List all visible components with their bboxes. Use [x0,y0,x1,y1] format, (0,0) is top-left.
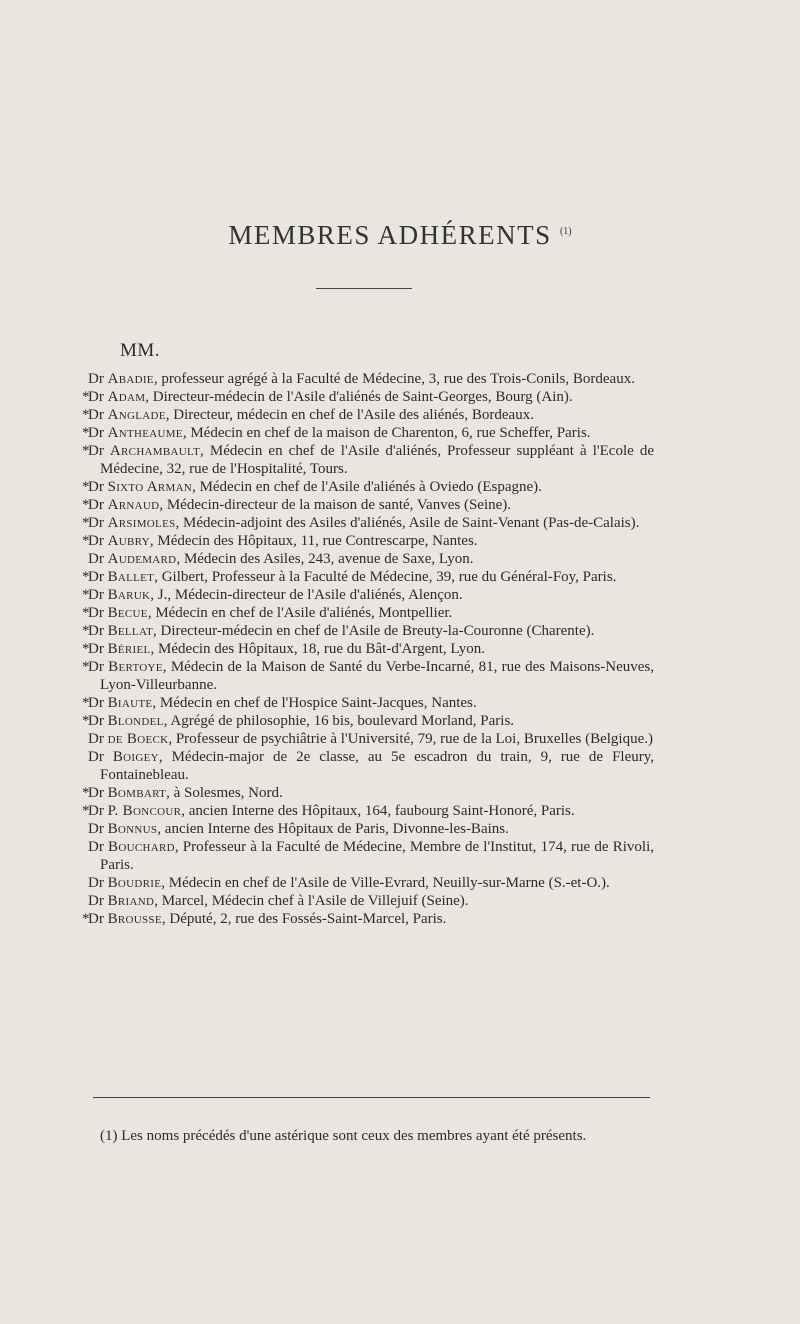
member-entry [82,658,654,694]
member-entry [82,496,654,514]
title-prefix: Dr [88,587,104,603]
title-prefix: Dr [88,425,104,441]
member-entry [82,712,654,730]
member-entry [82,640,654,658]
title-prefix: Dr [88,731,104,747]
member-name: Antheaume [107,425,183,441]
member-details: , Marcel, Médecin chef à l'Asile de Villejuif (Seine). [154,893,469,909]
member-details: , Médecin en chef de l'Hospice Saint-Jacques, Nantes. [152,695,477,711]
member-name: Brousse [107,911,162,927]
member-entry [82,514,654,532]
member-entry [82,802,654,820]
title-prefix: Dr [88,569,104,585]
title-prefix: Dr [88,785,104,801]
member-name: Arsimoles [107,515,176,531]
title-prefix: Dr [88,443,104,459]
member-details: , à Solesmes, Nord. [166,785,283,801]
member-entry [82,478,654,496]
member-name: Boigey [112,749,159,765]
member-name: Bombart [107,785,167,801]
member-details: , Médecin des Asiles, 243, avenue de Saxe, Lyon. [176,551,474,567]
title-prefix: Dr [88,821,104,837]
member-details: , Directeur, médecin en chef de l'Asile des aliénés, Bordeaux. [165,407,534,423]
present-asterisk: * [82,515,90,531]
footnote: (1) Les noms précédés d'une astérique sont ceux des membres ayant été présents. [100,1128,587,1144]
present-asterisk: * [82,497,90,513]
member-name: Aubry [107,533,150,549]
member-entry [82,532,654,550]
member-details: , professeur agrégé à la Faculté de Médecine, 3, rue des Trois-Conils, Bordeaux. [153,371,635,387]
title-prefix: Dr [88,515,104,531]
title-text: MEMBRES ADHÉRENTS [228,220,552,250]
present-asterisk: * [82,407,90,423]
member-entry [82,424,654,442]
present-asterisk: * [82,713,90,729]
member-name: Briand [107,893,155,909]
present-asterisk: * [82,695,90,711]
member-entry [82,442,654,478]
member-name: Abadie [107,371,154,387]
member-details: , Professeur de psychiâtrie à l'Université, 79, rue de la Loi, Bruxelles (Belgique.) [168,731,653,747]
member-name: Audemard [107,551,177,567]
title-prefix: Dr [88,389,104,405]
present-asterisk: * [82,587,90,603]
member-details: , Médecin de la Maison de Santé du Verbe-Incarné, 81, rue des Maisons-Neuves, Lyon-Villeurbanne. [100,659,655,693]
member-entry [82,370,654,388]
title-prefix: Dr [88,479,104,495]
member-entry [82,730,654,748]
present-asterisk: * [82,425,90,441]
member-name: Becue [107,605,148,621]
member-name: Blondel [107,713,164,729]
member-name: Baruk [107,587,151,603]
member-name: Bouchard [108,839,175,855]
member-details: , Directeur-médecin de l'Asile d'aliénés de Saint-Georges, Bourg (Ain). [145,389,573,405]
member-name: Anglade [107,407,166,423]
member-entry [82,586,654,604]
title-prefix: Dr [88,497,104,513]
member-entry [82,694,654,712]
member-entry [82,784,654,802]
member-entry [82,406,654,424]
title-prefix: Dr [88,371,104,387]
member-details: , Gilbert, Professeur à la Faculté de Médecine, 39, rue du Général-Foy, Paris. [154,569,617,585]
member-details: , Médecin-adjoint des Asiles d'aliénés, Asile de Saint-Venant (Pas-de-Calais). [175,515,640,531]
title-divider [316,288,412,289]
member-details: , Professeur à la Faculté de Médecine, Membre de l'Institut, 174, rue de Rivoli, Paris. [100,839,654,873]
member-details: , Médecin en chef de la maison de Charenton, 6, rue Scheffer, Paris. [182,425,591,441]
present-asterisk: * [82,641,90,657]
title-prefix: Dr [88,641,104,657]
member-entry [82,748,654,784]
title-prefix: Dr [88,659,104,675]
member-details: , J., Médecin-directeur de l'Asile d'aliénés, Alençon. [150,587,463,603]
member-entry [82,568,654,586]
title-prefix: Dr [88,533,104,549]
salutation: MM. [120,340,161,361]
member-details: , Député, 2, rue des Fossés-Saint-Marcel, Paris. [161,911,447,927]
title-prefix: Dr [88,605,104,621]
title-prefix: Dr [88,551,104,567]
title-prefix: Dr [88,893,104,909]
member-name: Ballet [107,569,155,585]
member-details: , Médecin en chef de l'Asile de Ville-Evrard, Neuilly-sur-Marne (S.-et-O.). [161,875,610,891]
present-asterisk: * [82,785,90,801]
member-details: , Médecin des Hôpitaux, 18, rue du Bât-d'Argent, Lyon. [150,641,485,657]
member-details: , ancien Interne des Hôpitaux, 164, faubourg Saint-Honoré, Paris. [181,803,575,819]
member-entry [82,910,654,928]
member-name: Biaute [107,695,153,711]
member-list [82,370,654,928]
member-entry [82,550,654,568]
member-name: P. Boncour [107,803,182,819]
member-details: , Médecin en chef de l'Asile d'aliénés à Oviedo (Espagne). [192,479,542,495]
title-prefix: Dr [88,749,104,765]
present-asterisk: * [82,443,90,459]
member-name: Adam [107,389,146,405]
member-name: Bériel [107,641,151,657]
footnote-reference: (1) [559,226,572,237]
member-name: Archambault [109,443,201,459]
present-asterisk: * [82,569,90,585]
member-details: , Médecin des Hôpitaux, 11, rue Contrescarpe, Nantes. [149,533,478,549]
member-details: , Agrégé de philosophie, 16 bis, boulevard Morland, Paris. [163,713,515,729]
member-entry [82,838,654,874]
title-prefix: Dr [88,911,104,927]
present-asterisk: * [82,479,90,495]
member-details: , Médecin en chef de l'Asile d'aliénés, Montpellier. [147,605,453,621]
present-asterisk: * [82,533,90,549]
member-details: , Médecin en chef de l'Asile d'aliénés, Professeur suppléant à l'Ecole de Médecine, 32, rue de l'Hospitalité, Tours. [100,443,654,477]
title-prefix: Dr [88,695,104,711]
footnote-divider [93,1097,650,1098]
member-entry [82,622,654,640]
member-name: Bellat [107,623,153,639]
present-asterisk: * [82,389,90,405]
present-asterisk: * [82,803,90,819]
member-details: , ancien Interne des Hôpitaux de Paris, Divonne-les-Bains. [157,821,509,837]
member-entry [82,820,654,838]
title-prefix: Dr [88,713,104,729]
member-name: de Boeck [107,731,169,747]
title-prefix: Dr [88,803,104,819]
title-prefix: Dr [88,875,104,891]
member-name: Sixto Arman [107,479,193,495]
title-prefix: Dr [88,839,104,855]
title-prefix: Dr [88,407,104,423]
member-name: Arnaud [107,497,160,513]
member-entry [82,388,654,406]
member-details: , Médecin-directeur de la maison de santé, Vanves (Seine). [159,497,512,513]
present-asterisk: * [82,605,90,621]
member-name: Bertoye [108,659,163,675]
present-asterisk: * [82,623,90,639]
member-entry [82,892,654,910]
present-asterisk: * [82,911,90,927]
member-name: Boudrie [107,875,162,891]
member-entry [82,604,654,622]
member-entry [82,874,654,892]
member-name: Bonnus [107,821,158,837]
present-asterisk: * [82,659,90,675]
title-prefix: Dr [88,623,104,639]
member-details: , Médecin-major de 2e classe, au 5e escadron du train, 9, rue de Fleury, Fontainebleau. [100,749,655,783]
page-title [0,220,800,251]
member-details: , Directeur-médecin en chef de l'Asile de Breuty-la-Couronne (Charente). [153,623,595,639]
